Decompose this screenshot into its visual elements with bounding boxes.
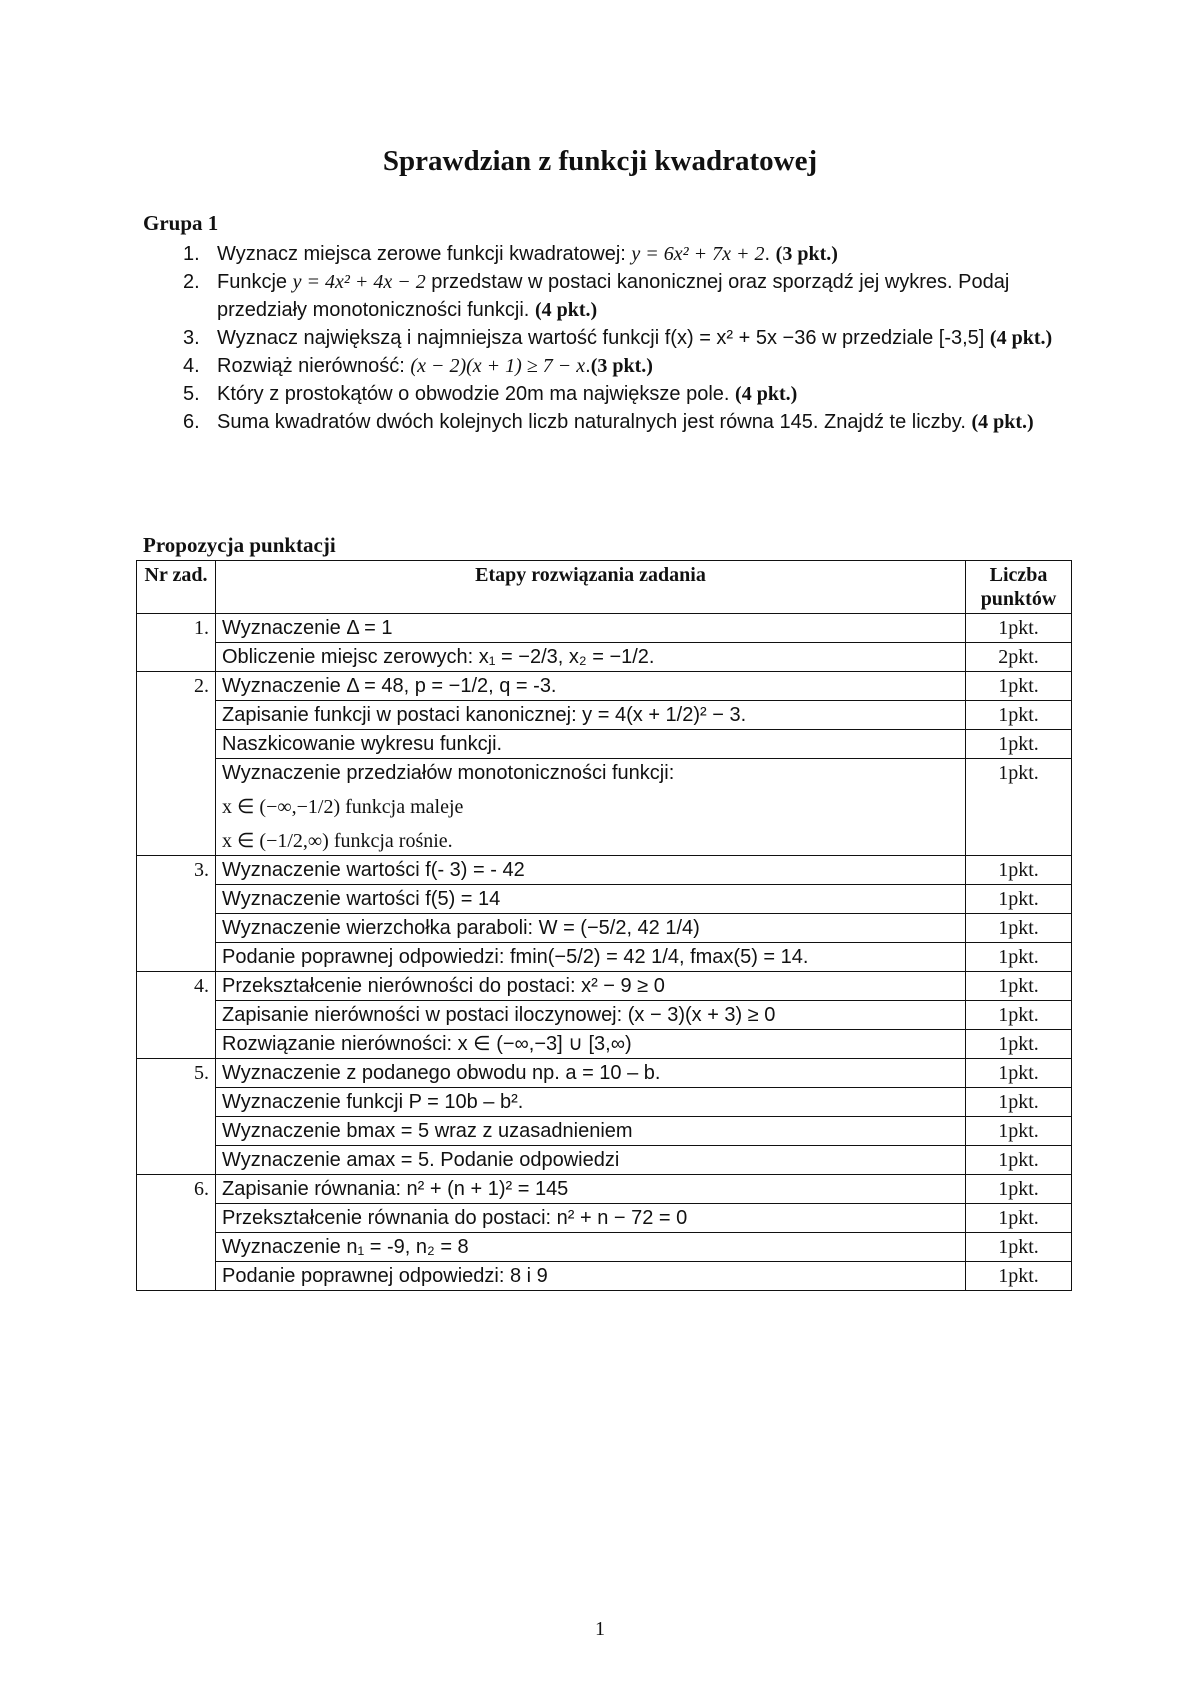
task-points: (4 pkt.) bbox=[989, 327, 1053, 349]
task-formula: (x − 2)(x + 1) ≥ 7 − x bbox=[410, 355, 586, 377]
scoring-heading: Propozycja punktacji bbox=[143, 533, 336, 557]
task-nr-cell: 5. bbox=[137, 1059, 216, 1175]
task-nr-cell: 3. bbox=[137, 856, 216, 972]
task-item bbox=[143, 240, 1073, 268]
points-cell: 1pkt. bbox=[966, 701, 1072, 730]
step-cell bbox=[216, 672, 966, 701]
document-title: Sprawdzian z funkcji kwadratowej bbox=[382, 145, 818, 177]
table-row bbox=[137, 1030, 1072, 1059]
points-cell: 1pkt. bbox=[966, 914, 1072, 943]
table-row bbox=[137, 1204, 1072, 1233]
header-steps: Etapy rozwiązania zadania bbox=[216, 561, 966, 614]
task-nr-cell: 4. bbox=[137, 972, 216, 1059]
points-cell: 1pkt. bbox=[966, 972, 1072, 1001]
step-cell bbox=[216, 730, 966, 759]
table-row bbox=[137, 1117, 1072, 1146]
task-nr-cell: 6. bbox=[137, 1175, 216, 1291]
table-row bbox=[137, 914, 1072, 943]
task-item bbox=[143, 408, 1073, 436]
step-text: Zapisanie funkcji w postaci kanonicznej: y = 4(x + 1/2)² − 3. bbox=[222, 704, 747, 726]
step-text: Wyznaczenie wierzchołka paraboli: W = (−5/2, 42 1/4) bbox=[222, 917, 700, 939]
table-row bbox=[137, 701, 1072, 730]
task-item bbox=[143, 380, 1073, 408]
step-cell bbox=[216, 943, 966, 972]
points-cell: 1pkt. bbox=[966, 1030, 1072, 1059]
task-text-after: . bbox=[585, 355, 591, 377]
task-nr-cell: 2. bbox=[137, 672, 216, 856]
task-item bbox=[143, 352, 1073, 380]
step-cell bbox=[216, 914, 966, 943]
table-row bbox=[137, 1146, 1072, 1175]
task-text-after: . bbox=[764, 243, 771, 265]
step-cell bbox=[216, 856, 966, 885]
points-cell: 1pkt. bbox=[966, 1059, 1072, 1088]
table-row bbox=[137, 730, 1072, 759]
step-text: Wyznaczenie bmax = 5 wraz z uzasadnieniem bbox=[222, 1120, 633, 1142]
points-cell: 1pkt. bbox=[966, 1175, 1072, 1204]
task-list bbox=[143, 240, 1073, 436]
step-text: Wyznaczenie przedziałów monotoniczności funkcji: bbox=[222, 762, 675, 784]
table-row bbox=[137, 856, 1072, 885]
task-number: 2. bbox=[183, 271, 200, 293]
scoring-table bbox=[136, 560, 1072, 1291]
step-cell bbox=[216, 1001, 966, 1030]
table-row bbox=[137, 1233, 1072, 1262]
table-body bbox=[137, 614, 1072, 1291]
step-cell bbox=[216, 1175, 966, 1204]
table-row bbox=[137, 759, 1072, 856]
points-cell: 1pkt. bbox=[966, 1204, 1072, 1233]
step-text: Podanie poprawnej odpowiedzi: fmin(−5/2) = 42 1/4, fmax(5) = 14. bbox=[222, 946, 809, 968]
step-line: x ∈ (−∞,−1/2) funkcja maleje bbox=[222, 796, 464, 818]
table-row bbox=[137, 1088, 1072, 1117]
header-nr: Nr zad. bbox=[137, 561, 216, 614]
step-text: Przekształcenie równania do postaci: n² + n − 72 = 0 bbox=[222, 1207, 688, 1229]
table-row bbox=[137, 972, 1072, 1001]
step-text: Wyznaczenie Δ = 48, p = −1/2, q = -3. bbox=[222, 675, 557, 697]
task-nr-cell: 1. bbox=[137, 614, 216, 672]
step-text: Podanie poprawnej odpowiedzi: 8 i 9 bbox=[222, 1265, 548, 1287]
task-formula: y = 4x² + 4x − 2 bbox=[292, 271, 426, 293]
step-cell bbox=[216, 1030, 966, 1059]
step-cell bbox=[216, 759, 966, 856]
task-number: 5. bbox=[183, 383, 200, 405]
header-points: Liczba punktów bbox=[966, 561, 1072, 614]
task-number: 1. bbox=[183, 243, 200, 265]
step-text: Wyznaczenie wartości f(5) = 14 bbox=[222, 888, 501, 910]
table-row bbox=[137, 614, 1072, 643]
task-item bbox=[143, 268, 1073, 324]
step-text: Wyznaczenie n₁ = -9, n₂ = 8 bbox=[222, 1236, 469, 1258]
points-cell: 1pkt. bbox=[966, 1233, 1072, 1262]
task-formula: y = 6x² + 7x + 2 bbox=[631, 243, 765, 265]
task-text: Wyznacz największą i najmniejsza wartość funkcji f(x) = x² + 5x −36 w przedziale [-3,5] bbox=[217, 327, 985, 349]
table-row bbox=[137, 885, 1072, 914]
table-row bbox=[137, 1001, 1072, 1030]
step-text: Wyznaczenie wartości f(- 3) = - 42 bbox=[222, 859, 525, 881]
points-cell: 1pkt. bbox=[966, 730, 1072, 759]
step-text: Rozwiązanie nierówności: x ∈ (−∞,−3] ∪ [3,∞) bbox=[222, 1033, 632, 1055]
table-row bbox=[137, 643, 1072, 672]
points-cell: 2pkt. bbox=[966, 643, 1072, 672]
step-line: x ∈ (−1/2,∞) funkcja rośnie. bbox=[222, 830, 453, 852]
points-cell: 1pkt. bbox=[966, 1001, 1072, 1030]
task-points: (4 pkt.) bbox=[735, 383, 798, 405]
task-text: Rozwiąż nierówność: bbox=[217, 355, 411, 377]
task-number: 3. bbox=[183, 327, 200, 349]
step-cell bbox=[216, 1262, 966, 1291]
task-points: (4 pkt.) bbox=[971, 411, 1034, 433]
table-row bbox=[137, 1175, 1072, 1204]
group-heading: Grupa 1 bbox=[143, 211, 219, 235]
points-cell: 1pkt. bbox=[966, 1262, 1072, 1291]
points-cell: 1pkt. bbox=[966, 856, 1072, 885]
task-points: (3 pkt.) bbox=[775, 243, 838, 265]
page-number: 1 bbox=[595, 1618, 605, 1640]
task-text: Funkcje bbox=[217, 271, 293, 293]
step-cell bbox=[216, 885, 966, 914]
points-cell: 1pkt. bbox=[966, 1088, 1072, 1117]
task-number: 6. bbox=[183, 411, 200, 433]
step-cell bbox=[216, 1059, 966, 1088]
step-cell bbox=[216, 1233, 966, 1262]
task-item bbox=[143, 324, 1073, 352]
step-cell bbox=[216, 972, 966, 1001]
step-cell bbox=[216, 1088, 966, 1117]
step-text: Wyznaczenie funkcji P = 10b – b². bbox=[222, 1091, 524, 1113]
step-text: Zapisanie nierówności w postaci iloczynowej: (x − 3)(x + 3) ≥ 0 bbox=[222, 1004, 776, 1026]
step-cell bbox=[216, 1146, 966, 1175]
table-row bbox=[137, 1059, 1072, 1088]
task-points: (3 pkt.) bbox=[590, 355, 653, 377]
table-row bbox=[137, 672, 1072, 701]
points-cell: 1pkt. bbox=[966, 885, 1072, 914]
points-cell: 1pkt. bbox=[966, 1146, 1072, 1175]
task-text: Wyznacz miejsca zerowe funkcji kwadratowej: bbox=[217, 243, 632, 265]
step-cell bbox=[216, 1204, 966, 1233]
step-text: Wyznaczenie Δ = 1 bbox=[222, 617, 393, 639]
table-row bbox=[137, 1262, 1072, 1291]
step-text: Wyznaczenie amax = 5. Podanie odpowiedzi bbox=[222, 1149, 620, 1171]
points-cell: 1pkt. bbox=[966, 614, 1072, 643]
table-header-row bbox=[137, 561, 1072, 614]
step-text: Obliczenie miejsc zerowych: x₁ = −2/3, x₂ = −1/2. bbox=[222, 646, 655, 668]
step-cell bbox=[216, 614, 966, 643]
task-text-after: przedstaw w postaci kanonicznej oraz sporządź jej wykres. Podaj przedziały monotoniczności funkcji. bbox=[217, 271, 1010, 321]
points-cell: 1pkt. bbox=[966, 672, 1072, 701]
task-number: 4. bbox=[183, 355, 200, 377]
task-text: Który z prostokątów o obwodzie 20m ma największe pole. bbox=[217, 383, 730, 405]
step-text: Naszkicowanie wykresu funkcji. bbox=[222, 733, 503, 755]
points-cell: 1pkt. bbox=[966, 1117, 1072, 1146]
table-row bbox=[137, 943, 1072, 972]
task-text: Suma kwadratów dwóch kolejnych liczb naturalnych jest równa 145. Znajdź te liczby. bbox=[217, 411, 966, 433]
step-cell bbox=[216, 701, 966, 730]
step-text: Przekształcenie nierówności do postaci: x² − 9 ≥ 0 bbox=[222, 975, 665, 997]
points-cell: 1pkt. bbox=[966, 943, 1072, 972]
step-text: Zapisanie równania: n² + (n + 1)² = 145 bbox=[222, 1178, 569, 1200]
task-points: (4 pkt.) bbox=[534, 299, 598, 321]
step-cell bbox=[216, 1117, 966, 1146]
step-cell bbox=[216, 643, 966, 672]
points-cell: 1pkt. bbox=[966, 759, 1072, 856]
step-text: Wyznaczenie z podanego obwodu np. a = 10 – b. bbox=[222, 1062, 661, 1084]
